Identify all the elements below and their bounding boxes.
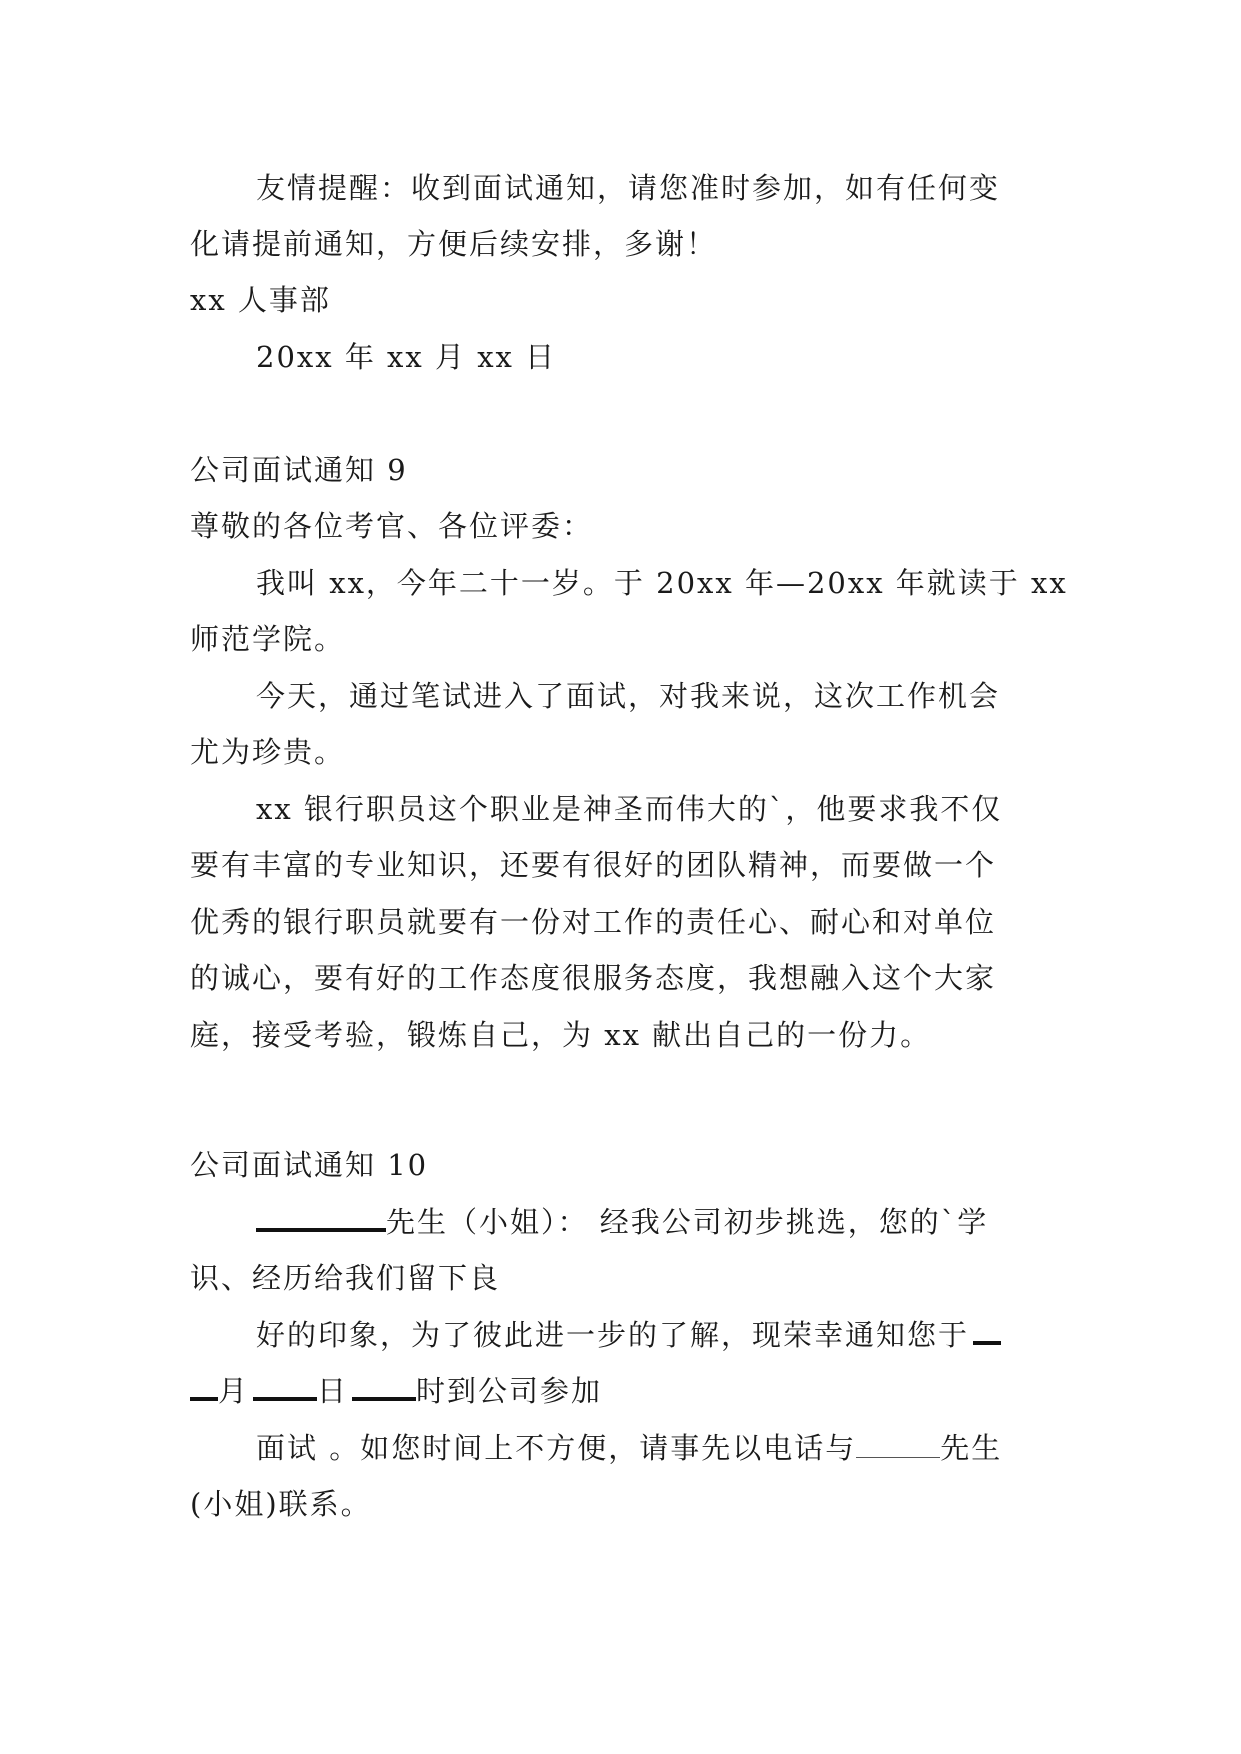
section-10-line-1-text: 先生（小姐）： 经我公司初步挑选，您的`学 <box>386 1205 989 1239</box>
section-10-line-2: 识、经历给我们留下良 <box>190 1261 501 1295</box>
section-10-line-5-text: 面试 。如您时间上不方便，请事先以电话与 <box>256 1431 857 1465</box>
section-9-salutation: 尊敬的各位考官、各位评委： <box>190 509 594 543</box>
day-blank <box>253 1371 317 1401</box>
section-9-heading: 公司面试通知 9 <box>190 453 408 487</box>
section-10-line-5-end: 先生 <box>940 1431 1003 1465</box>
month-blank-start <box>973 1315 1001 1345</box>
section-9-paragraph-1-line-1: 我叫 xx，今年二十一岁。于 20xx 年—20xx 年就读于 xx <box>256 566 1068 600</box>
name-blank <box>256 1202 386 1232</box>
section-9-paragraph-2-line-1: 今天，通过笔试进入了面试，对我来说，这次工作机会 <box>256 679 1001 713</box>
month-blank-end <box>190 1371 218 1401</box>
section-9-paragraph-3-line-4: 的诚心，要有好的工作态度很服务态度，我想融入这个大家 <box>190 961 997 995</box>
reminder-line-1: 友情提醒：收到面试通知，请您准时参加，如有任何变 <box>256 171 1001 205</box>
section-10-line-4-rest: 时到公司参加 <box>416 1374 603 1408</box>
section-10-line-3-text: 好的印象，为了彼此进一步的了解，现荣幸通知您于 <box>256 1318 970 1352</box>
section-9-paragraph-3-line-1: xx 银行职员这个职业是神圣而伟大的`，他要求我不仅 <box>256 792 1003 826</box>
hour-blank <box>352 1371 416 1401</box>
reminder-line-2: 化请提前通知，方便后续安排，多谢！ <box>190 227 718 261</box>
contact-blank <box>856 1431 940 1458</box>
section-10-line-5 <box>256 1428 1050 1468</box>
day-label: 日 <box>317 1374 349 1408</box>
signature-department: xx 人事部 <box>190 283 331 317</box>
section-10-line-4 <box>190 1371 1050 1411</box>
section-10-line-6: (小姐)联系。 <box>190 1487 372 1521</box>
section-9-paragraph-3-line-5: 庭，接受考验，锻炼自己，为 xx 献出自己的一份力。 <box>190 1018 932 1052</box>
section-9-paragraph-2-line-2: 尤为珍贵。 <box>190 735 346 769</box>
signature-date: 20xx 年 xx 月 xx 日 <box>256 340 557 374</box>
section-10-line-3 <box>256 1315 1050 1355</box>
section-10-heading: 公司面试通知 10 <box>190 1148 429 1182</box>
month-label: 月 <box>218 1374 250 1408</box>
section-9-paragraph-3-line-3: 优秀的银行职员就要有一份对工作的责任心、耐心和对单位 <box>190 905 997 939</box>
section-10-line-1 <box>256 1202 1050 1242</box>
section-9-paragraph-3-line-2: 要有丰富的专业知识，还要有很好的团队精神，而要做一个 <box>190 848 997 882</box>
section-9-paragraph-1-line-2: 师范学院。 <box>190 622 346 656</box>
